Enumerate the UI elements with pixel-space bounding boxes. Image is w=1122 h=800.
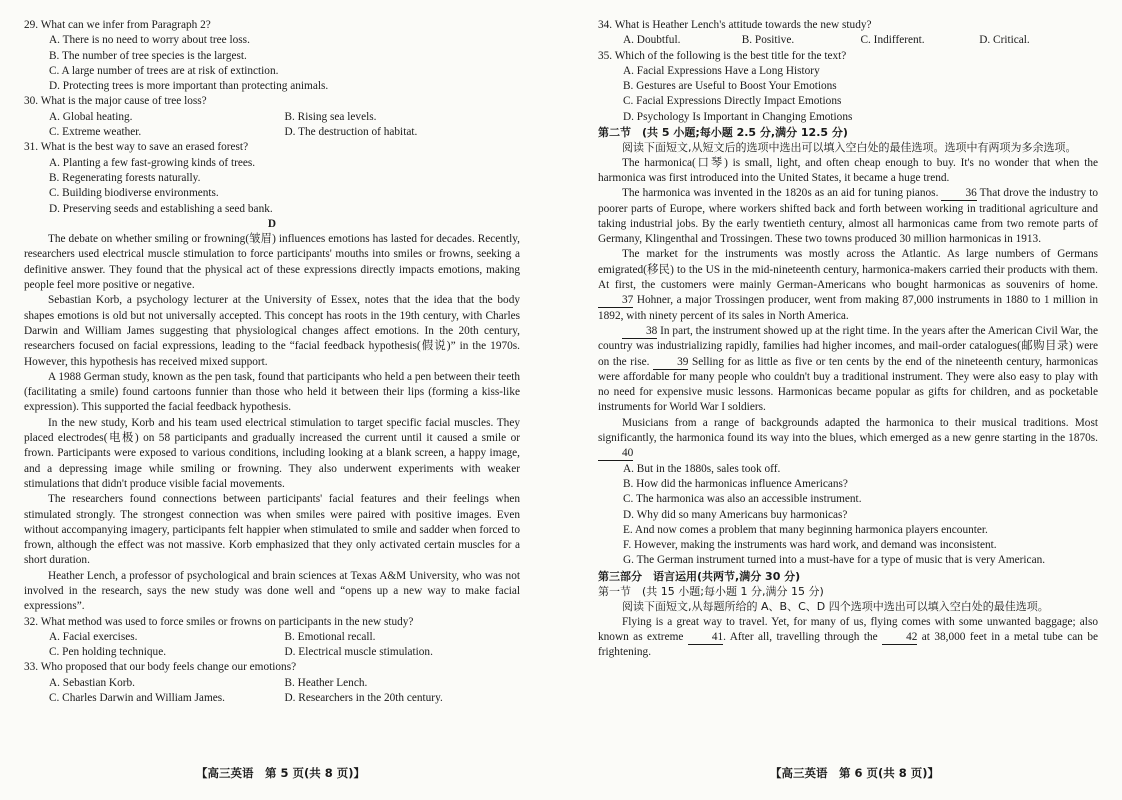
option-35-d: D. Psychology Is Important in Changing Emotions	[623, 110, 853, 123]
question-35: 35. Which of the following is the best title for the text?	[598, 49, 847, 62]
cloze-text-2: . After all, travelling through the	[723, 630, 878, 643]
options-33	[24, 676, 520, 707]
page-footer-left: 【高三英语 第 5 页(共 8 页)】	[196, 766, 366, 780]
blank-37: 37	[598, 294, 633, 308]
option-34-b: B. Positive.	[741, 34, 795, 47]
option-35-a: A. Facial Expressions Have a Long History	[623, 64, 820, 77]
harmonica-paragraph-3-start: The market for the instruments was mostly across the Atlantic. As large numbers of Germans emigrated(移民) to the US in the mid-nineteenth century, harmonica-makers carried their products with them. At first, the customers were mainly German-Americans who bought harmonicas as souvenirs of home.	[598, 248, 1098, 292]
option-29-a: A. There is no need to worry about tree loss.	[49, 34, 250, 47]
option-30-a: A. Global heating.	[49, 110, 133, 123]
blank-38: 38	[622, 325, 657, 339]
cloze-text-1: Flying is a great way to travel. Yet, for many of us, flying comes with some unwanted baggage; also known as extreme	[598, 615, 1098, 643]
question-34: 34. What is Heather Lench's attitude towards the new study?	[598, 19, 872, 31]
option-32-b: B. Emotional recall.	[284, 630, 376, 643]
harmonica-paragraph-2-start: The harmonica was invented in the 1820s as an aid for tuning pianos.	[622, 187, 939, 200]
blank-41: 41	[688, 631, 723, 645]
option-30-c: C. Extreme weather.	[49, 126, 142, 139]
choice-c: C. The harmonica was also an accessible instrument.	[623, 493, 862, 506]
harmonica-paragraph-3	[598, 247, 1098, 323]
choice-a: A. But in the 1880s, sales took off.	[623, 462, 781, 475]
cloze-paragraph-1	[598, 615, 1098, 661]
part-3-subtitle: 第一节 (共 15 小题;每小题 1 分,满分 15 分)	[598, 584, 824, 598]
option-29-b: B. The number of tree species is the largest.	[49, 49, 247, 62]
option-35-b: B. Gestures are Useful to Boost Your Emotions	[623, 80, 837, 93]
harmonica-paragraph-4	[598, 324, 1098, 416]
blank-40: 40	[598, 447, 633, 461]
option-32-a: A. Facial exercises.	[49, 630, 138, 643]
section-2-title: 第二节 (共 5 小题;每小题 2.5 分,满分 12.5 分)	[598, 126, 848, 140]
option-29-d: D. Protecting trees is more important than protecting animals.	[49, 80, 329, 93]
blank-42: 42	[882, 631, 917, 645]
harmonica-paragraph-1: The harmonica(口琴) is small, light, and often cheap enough to buy. It's no wonder that when the harmonica was first introduced into the United States, it became a huge trend.	[598, 156, 1098, 184]
option-34-a: A. Doubtful.	[623, 34, 681, 47]
option-29-c: C. A large number of trees are at risk of extinction.	[49, 64, 279, 77]
passage-paragraph-3: A 1988 German study, known as the pen task, found that participants who held a pen between their teeth (facilitating a smile) found cartoons funnier than those who held it between their lips (forming a kiss-like expression). This supported the facial feedback hypothesis.	[24, 370, 520, 414]
choice-d: D. Why did so many Americans buy harmonicas?	[623, 508, 848, 521]
choice-e: E. And now comes a problem that many beginning harmonica players encounter.	[623, 523, 988, 536]
question-32: 32. What method was used to force smiles or frowns on participants in the new study?	[24, 615, 414, 628]
part-3-title: 第三部分 语言运用(共两节,满分 30 分)	[598, 569, 801, 583]
options-34	[598, 33, 1098, 48]
question-33: 33. Who proposed that our body feels change our emotions?	[24, 661, 297, 674]
passage-paragraph-4: In the new study, Korb and his team used electrical stimulation to target specific facial muscles. They placed electrodes(电极) on 58 participants and gradually increased the current until it caused a smile or frown. Participants were exposed to various conditions, including looking at a blank screen, a happy image, and a depressing image while smiling or frowning. They also underwent experiments with weaker stimulations that didn't produce visible facial movements.	[24, 416, 520, 490]
option-33-d: D. Researchers in the 20th century.	[284, 692, 443, 705]
passage-paragraph-5: The researchers found connections between participants' facial features and their feelings when stimulated strongly. The strongest connection was when smiles were paired with positive images. Even without accompanying imagery, participants felt happier when stimulated to smile and sadder when forced to frown, although the effect was not massive. Korb emphasized that they only activated certain muscles for a short duration.	[24, 493, 520, 567]
blank-39: 39	[653, 356, 688, 370]
choice-g: G. The German instrument turned into a must-have for a type of music that is very American.	[623, 554, 1046, 567]
option-32-d: D. Electrical muscle stimulation.	[284, 646, 433, 659]
harmonica-paragraph-5	[598, 416, 1098, 462]
question-30: 30. What is the major cause of tree loss?	[24, 95, 207, 108]
harmonica-paragraph-4-start: In part, the instrument showed up at the right time. In the years after the American Civil War, the country was industrializing rapidly, families had higher incomes, and mail-order catalogues(邮购目录) were on the rise.	[598, 324, 1099, 368]
right-page	[598, 18, 1098, 660]
blank-36: 36	[941, 187, 976, 201]
option-33-b: B. Heather Lench.	[284, 676, 368, 689]
option-33-c: C. Charles Darwin and William James.	[49, 692, 225, 705]
option-34-d: D. Critical.	[979, 34, 1030, 47]
question-29: 29. What can we infer from Paragraph 2?	[24, 19, 211, 31]
harmonica-paragraph-2	[598, 186, 1098, 247]
option-31-a: A. Planting a few fast-growing kinds of trees.	[49, 156, 256, 169]
harmonica-paragraph-2-end: That drove the industry to poorer parts of Europe, where workers shifted back and forth between working in traditional agriculture and taking industrial jobs. By the early twentieth century, almost all harmonicas came from two remote parts of Germany, Klingenthal and Trossingen. These two towns produced 30 million harmonicas in 1913.	[598, 187, 1098, 246]
passage-paragraph-6: Heather Lench, a professor of psychological and brain sciences at Texas A&M University, who was not involved in the research, says the new study was done well and “opens up a new way to make facial expressions”.	[24, 569, 520, 613]
option-33-a: A. Sebastian Korb.	[49, 676, 135, 689]
option-34-c: C. Indifferent.	[860, 34, 925, 47]
harmonica-paragraph-3-end: Hohner, a major Trossingen producer, went from making 87,000 instruments in 1880 to 1 million in 1892, with ninety percent of its sales in North America.	[598, 294, 1098, 322]
options-30	[24, 110, 520, 141]
choice-f: F. However, making the instruments was hard work, and demand was inconsistent.	[623, 539, 997, 552]
option-35-c: C. Facial Expressions Directly Impact Emotions	[623, 95, 842, 108]
harmonica-paragraph-4-end: Selling for as little as five or ten cents by the end of the nineteenth century, harmonicas were affordable for many people who couldn't buy a traditional instrument. They were also easy to play with no need for expensive music lessons. Harmonicas became popular as gifts for children, and as pocketable instruments for World War I soldiers.	[598, 355, 1099, 414]
option-31-b: B. Regenerating forests naturally.	[49, 171, 201, 184]
option-32-c: C. Pen holding technique.	[49, 646, 167, 659]
question-31: 31. What is the best way to save an erased forest?	[24, 141, 249, 154]
section-2-instruction: 阅读下面短文,从短文后的选项中选出可以填入空白处的最佳选项。选项中有两项为多余选项。	[622, 141, 1077, 155]
option-31-d: D. Preserving seeds and establishing a seed bank.	[49, 202, 273, 215]
option-31-c: C. Building biodiverse environments.	[49, 187, 219, 200]
harmonica-paragraph-5-text: Musicians from a range of backgrounds adapted the harmonica to their musical traditions. Most significantly, the harmonica found its way into the blues, which emerged as a new genre starting in the 1870s.	[598, 416, 1098, 445]
passage-paragraph-2: Sebastian Korb, a psychology lecturer at the University of Essex, notes that the idea that the body shapes emotions is old but not universally accepted. This concept has roots in the 19th century, with Charles Darwin and William James suggesting that physiological changes affect emotions. In the 20th century, researchers focused on facial expressions, leading to the “facial feedback hypothesis(假说)” in the 1970s. However, this hypothesis has received mixed support.	[24, 294, 520, 368]
choice-b: B. How did the harmonicas influence Americans?	[623, 477, 848, 490]
page-footer-right: 【高三英语 第 6 页(共 8 页)】	[770, 766, 940, 780]
passage-paragraph-1: The debate on whether smiling or frowning(皱眉) influences emotions has lasted for decades. Recently, researchers used electrical muscle stimulation to force participants' mouths into smiles or frowns, seeking a definitive answer. They found that the physical act of these expressions directly impacts emotions, making people feel more positive or negative.	[24, 233, 520, 292]
left-page	[24, 18, 520, 706]
option-30-d: D. The destruction of habitat.	[284, 126, 418, 139]
cloze-text-3: at 38,000 feet in a metal tube can be frightening.	[598, 630, 1099, 659]
option-30-b: B. Rising sea levels.	[284, 110, 377, 123]
part-3-instruction: 阅读下面短文,从每题所给的 A、B、C、D 四个选项中选出可以填入空白处的最佳选项。	[622, 600, 1049, 614]
section-letter: D	[267, 217, 277, 230]
options-32	[24, 630, 520, 661]
